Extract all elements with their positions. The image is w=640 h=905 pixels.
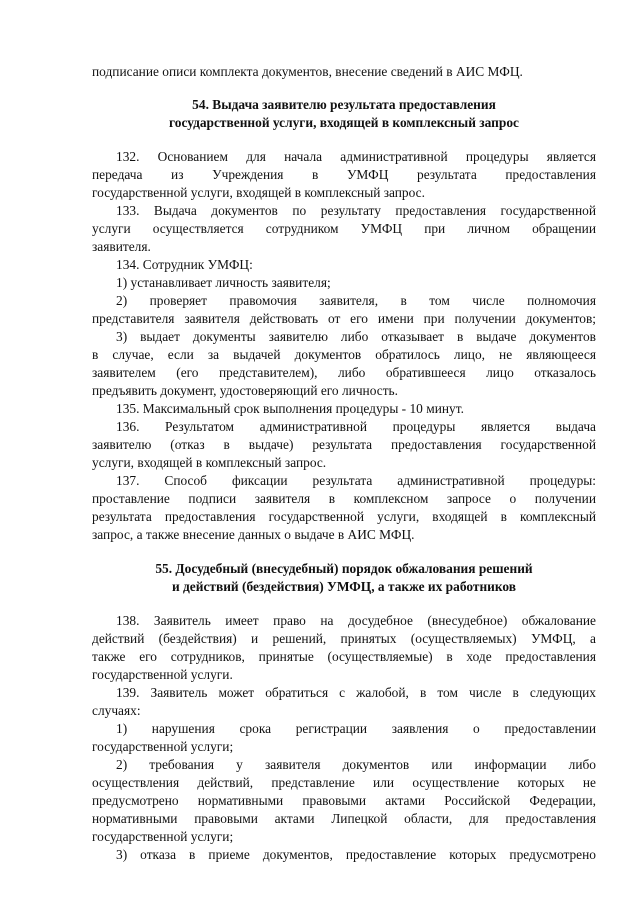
paragraph-139: случаях: [92, 703, 141, 718]
paragraph-137: проставление подписи заявителя в комплексном запросе о получении [92, 491, 596, 506]
paragraph-132: 132. Основанием для начала административной процедуры является [116, 149, 596, 164]
list-item: предъявить документ, удостоверяющий его личность. [92, 383, 399, 398]
paragraph-138: 138. Заявитель имеет право на досудебное (внесудебное) обжалование [116, 613, 596, 628]
paragraph-133: 133. Выдача документов по результату предоставления государственной [116, 203, 596, 218]
paragraph-136: услуги, входящей в комплексный запрос. [92, 455, 327, 470]
paragraph-133: заявителя. [92, 239, 151, 254]
paragraph-136: 136. Результатом административной процедуры является выдача [116, 419, 596, 434]
list-item: государственной услуги; [92, 739, 234, 754]
list-item: государственной услуги; [92, 829, 234, 844]
section-heading-54: 54. Выдача заявителю результата предоставления [192, 97, 496, 112]
list-item: 3) выдает документы заявителю либо отказывает в выдаче документов [116, 329, 596, 344]
list-item: предусмотрено нормативными правовыми актами Российской Федерации, [92, 793, 596, 808]
paragraph-132: передача из Учреждения в УМФЦ результата предоставления [92, 167, 596, 182]
section-heading-55: 55. Досудебный (внесудебный) порядок обжалования решений [155, 561, 533, 576]
list-item: 2) проверяет правомочия заявителя, в том числе полномочия [116, 293, 596, 308]
paragraph-138: действий (бездействия) и решений, принятых (осуществляемых) УМФЦ, а [92, 631, 596, 646]
list-item: 3) отказа в приеме документов, предоставление которых предусмотрено [116, 847, 596, 862]
list-item: заявителем (его представителем), либо обратившееся лицо отказалось [92, 365, 596, 380]
paragraph-135: 135. Максимальный срок выполнения процедуры - 10 минут. [116, 401, 464, 416]
paragraph-132: государственной услуги, входящей в комплексный запрос. [92, 185, 425, 200]
paragraph-139: 139. Заявитель может обратиться с жалобой, в том числе в следующих [116, 685, 596, 700]
list-item: осуществления действий, представление или осуществление которых не [92, 775, 596, 790]
paragraph-137: 137. Способ фиксации результата административной процедуры: [116, 473, 596, 488]
list-item: представителя заявителя действовать от его имени при получении документов; [92, 311, 596, 326]
paragraph-138: также его сотрудников, принятые (осуществляемые) в ходе предоставления [92, 649, 596, 664]
paragraph-136: заявителю (отказ в выдаче) результата предоставления государственной [92, 437, 596, 452]
list-item: 1) нарушения срока регистрации заявления о предоставлении [116, 721, 596, 736]
list-item: 1) устанавливает личность заявителя; [116, 275, 331, 290]
paragraph-137: запрос, а также внесение данных о выдаче в АИС МФЦ. [92, 527, 415, 542]
section-heading-54: государственной услуги, входящей в комплексный запрос [169, 115, 519, 130]
paragraph-133: услуги осуществляется сотрудником УМФЦ при личном обращении [92, 221, 596, 236]
section-heading-55: и действий (бездействия) УМФЦ, а также их работников [171, 579, 517, 594]
list-item: 2) требования у заявителя документов или информации либо [116, 757, 596, 772]
list-item: нормативными правовыми актами Липецкой области, для предоставления [92, 811, 596, 826]
text-line: подписание описи комплекта документов, внесение сведений в АИС МФЦ. [92, 64, 523, 79]
paragraph-138: государственной услуги. [92, 667, 233, 682]
paragraph-137: результата предоставления государственной услуги, входящей в комплексный [92, 509, 596, 524]
paragraph-134: 134. Сотрудник УМФЦ: [116, 257, 253, 272]
list-item: в случае, если за выдачей документов обратилось лицо, не являющееся [92, 347, 596, 362]
